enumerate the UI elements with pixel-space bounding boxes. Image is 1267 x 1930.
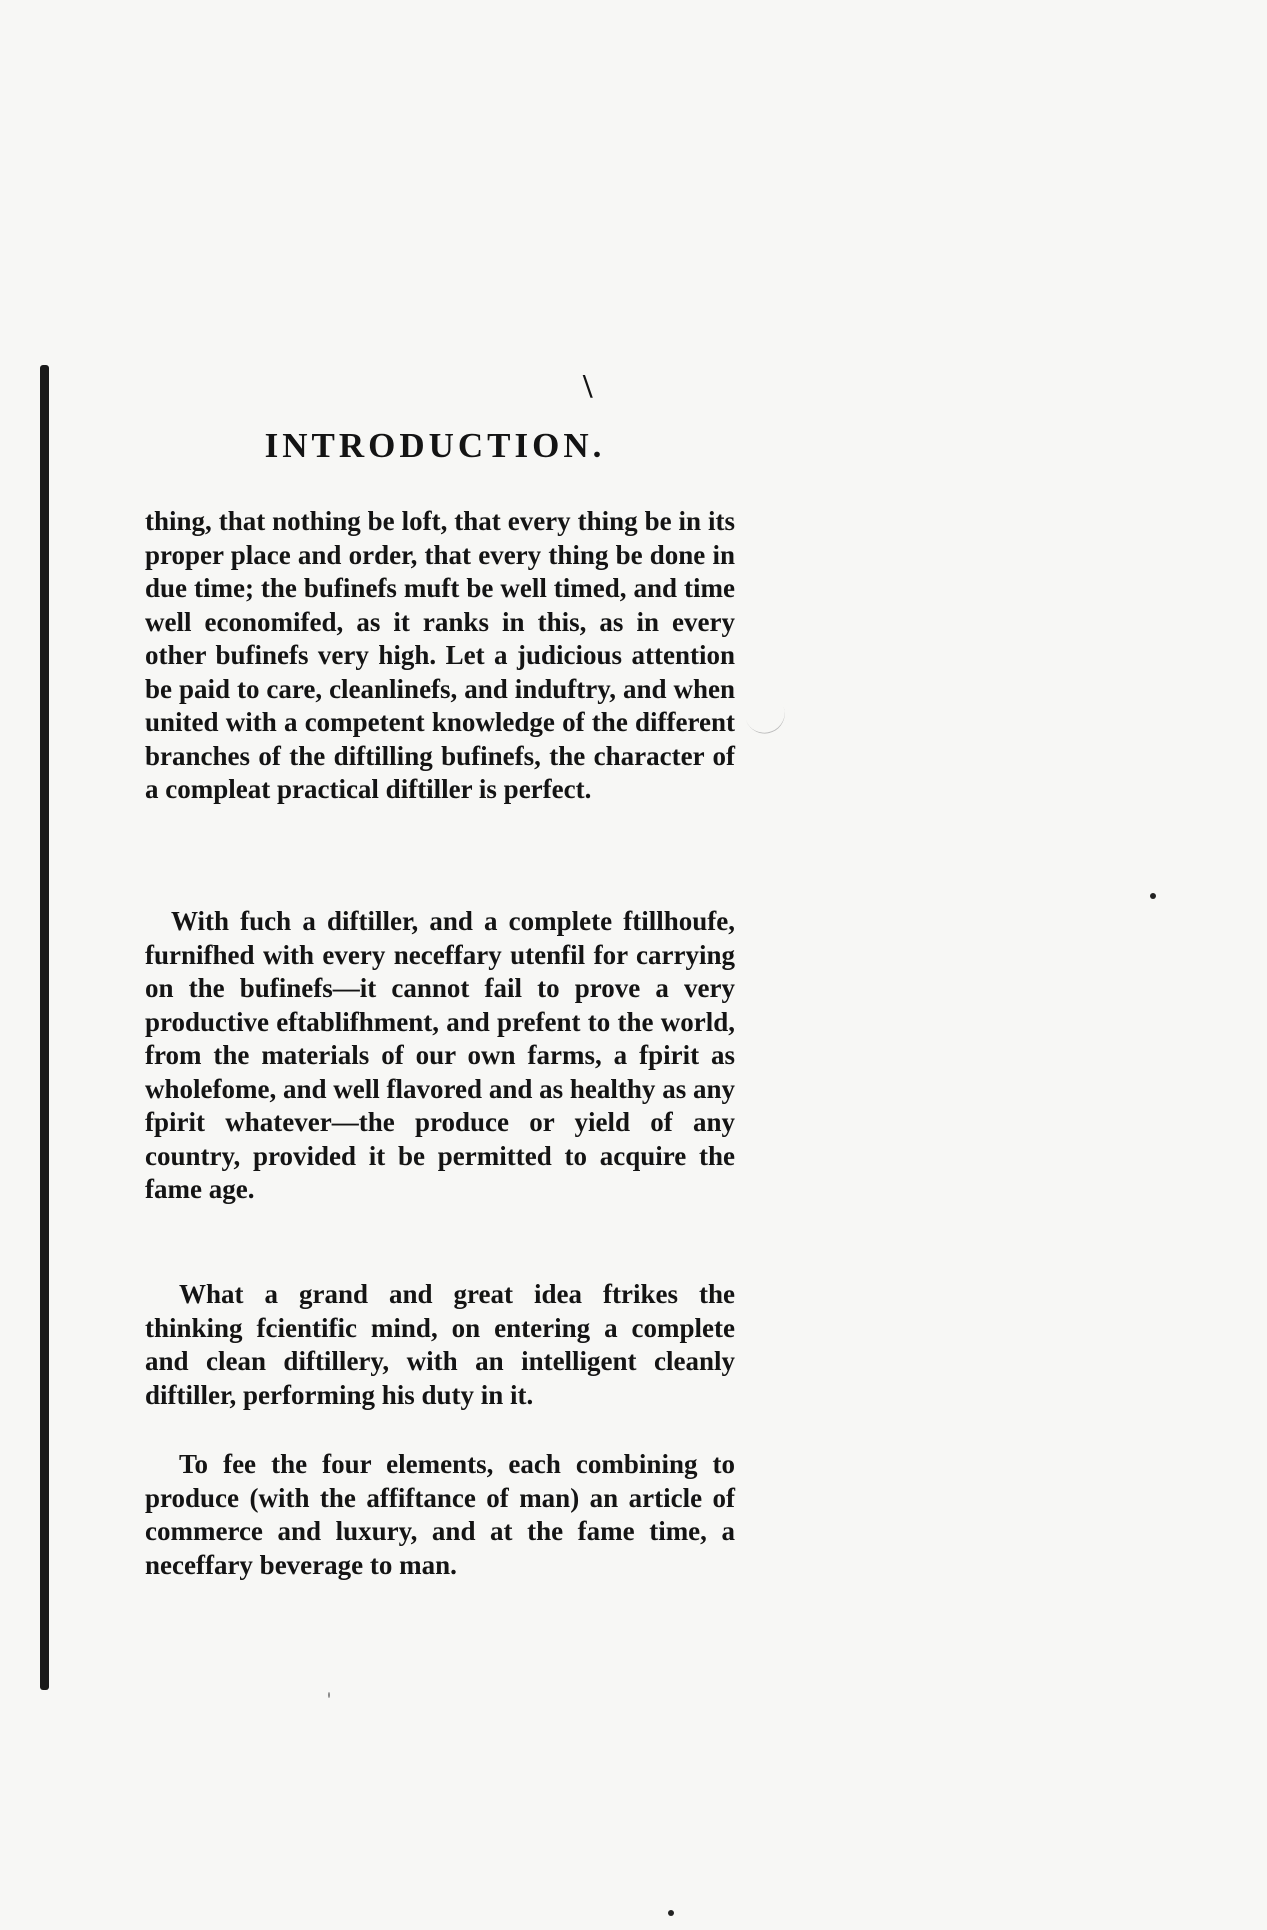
paragraph-4: To fee the four elements, each combining to produce (with the affiftance of man) an article of commerce and luxury, and at the fame time, a neceffary beverage to man. xyxy=(145,1449,735,1580)
ink-speck xyxy=(1150,893,1156,899)
page-heading: INTRODUCTION. xyxy=(264,426,606,465)
binding-edge xyxy=(40,365,49,1690)
paragraph-1: thing, that nothing be loft, that every thing be in its proper place and order, that every thing be done in due time; the bufinefs muft be well timed, and time well economifed, as it ranks in this, as in every other bufinefs very high. Let a judicious attention be paid to care, cleanlinefs, and induftry, and when united with a competent knowledge of the different branches of the diftilling bufinefs, the character of a compleat practical diftiller is perfect. xyxy=(145,506,735,804)
pencil-margin-mark xyxy=(746,706,791,739)
page-mark: \ xyxy=(583,368,593,405)
ink-speck xyxy=(668,1910,674,1916)
paragraph-2: With fuch a diftiller, and a complete ftillhoufe, furnifhed with every neceffary utenfil for carrying on the bufinefs—it cannot fail to prove a very productive eftablifhment, and prefent to the world, from the materials of our own farms, a fpirit as wholefome, and well flavored and as healthy as any fpirit whatever—the produce or yield of any country, provided it be permitted to acquire the fame age. xyxy=(145,906,735,1204)
ink-speck xyxy=(328,1692,330,1698)
paragraph-3: What a grand and great idea ftrikes the thinking fcientific mind, on entering a complete and clean diftillery, with an intelligent cleanly diftiller, performing his duty in it. xyxy=(145,1279,735,1410)
